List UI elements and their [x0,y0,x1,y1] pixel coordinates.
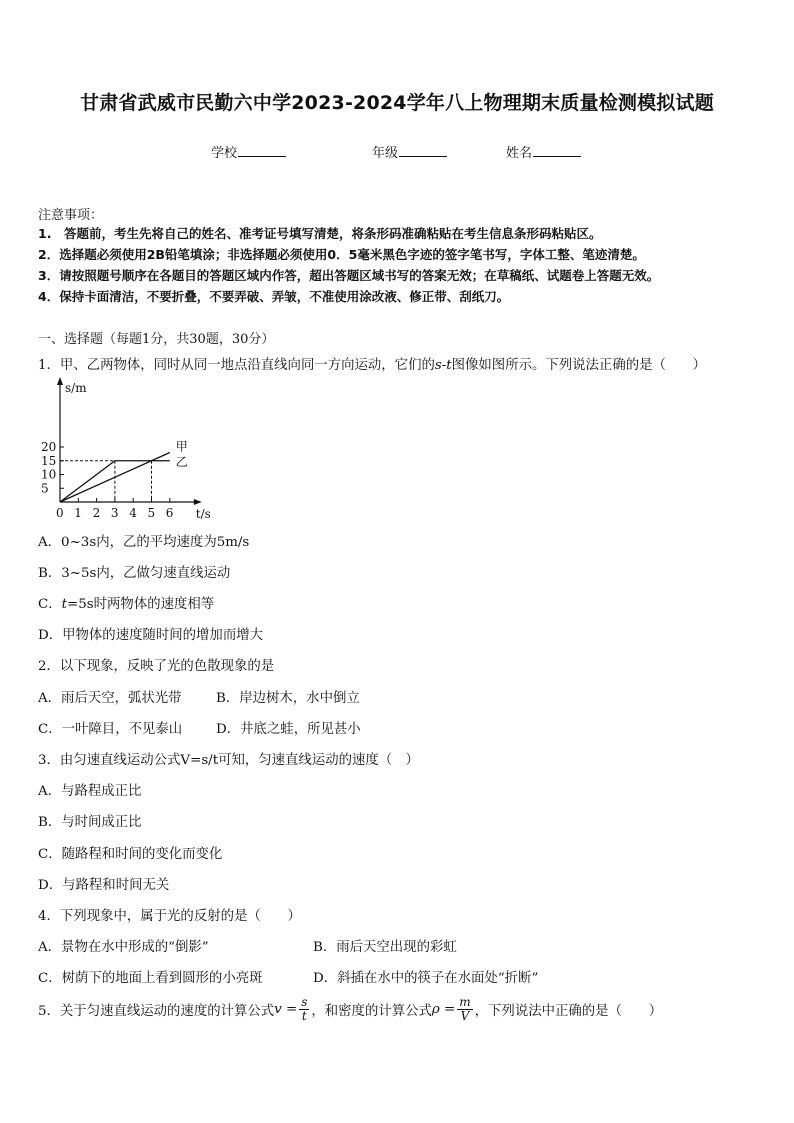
q5-v-lhs: v = [274,1002,298,1017]
question-3-stem: 3．由匀速直线运动公式V=s/t可知，匀速直线运动的速度（ ） [38,753,419,768]
x-tick-label: 6 [165,506,174,520]
notice-heading: 注意事项： [38,208,104,223]
name-label: 姓名 [506,146,533,161]
y-axis-label: s/m [65,381,87,395]
y-tick-label: 15 [41,453,57,468]
q1-option-c-var: t [61,597,68,612]
notice-item: 4．保持卡面清洁，不要折叠，不要弄破、弄皱，不准使用涂改液、修正带、刮纸刀。 [38,289,510,304]
notice-item: 3．请按照题号顺序在各题目的答题区域内作答，超出答题区域书写的答案无效；在草稿纸、试题卷上答题无效。 [38,268,660,283]
notice-item: 2．选择题必须使用2B铅笔填涂；非选择题必须使用0．5毫米黑色字迹的签字笔书写，字体工整、笔迹清楚。 [38,247,645,262]
q3-option-c[interactable]: C．随路程和时间的变化而变化 [38,847,223,862]
q1-stem-a: 1．甲、乙两物体，同时从同一地点沿直线向同一方向运动，它们的 [38,358,435,373]
x-axis-arrow [194,499,202,505]
x-tick-label: 2 [92,506,101,520]
school-field[interactable] [211,142,286,161]
q4-option-b[interactable]: B．雨后天空出现的彩虹 [313,940,457,955]
q1-option-c[interactable] [38,593,214,612]
q2-option-b[interactable]: B．岸边树木，水中倒立 [216,691,360,706]
y-tick-label: 20 [41,440,57,454]
name-blank[interactable] [533,144,581,157]
x-axis-label: t/s [195,507,211,521]
q4-option-a[interactable]: A．景物在水中形成的“倒影” [38,940,209,955]
q5-rho-den: V [460,1009,470,1023]
q2-option-a[interactable]: A．雨后天空，弧状光带 [38,691,182,706]
q5-rho-lhs: ρ = [431,1002,456,1017]
q5-stem-a: 5．关于匀速直线运动的速度的计算公式 [38,1004,275,1019]
question-4-stem: 4．下列现象中，属于光的反射的是（ ） [38,909,301,924]
school-label: 学校 [211,146,238,161]
q5-stem-c: ，下列说法中正确的是（ ） [474,1004,663,1019]
x-tick-label: 1 [74,506,82,520]
q3-option-a[interactable]: A．与路程成正比 [38,784,142,799]
q4-option-c[interactable]: C．树荫下的地面上看到圆形的小亮斑 [38,971,263,986]
question-5-stem [38,996,662,1023]
question-2-stem: 2．以下现象，反映了光的色散现象的是 [38,659,275,674]
y-axis-arrow [57,377,63,385]
q5-v-fraction [299,996,309,1023]
series-label-yi: 乙 [175,454,188,469]
question-1-stem [38,354,706,373]
q5-rho-fraction [457,996,472,1023]
q5-rho-num: m [459,995,471,1009]
school-blank[interactable] [238,144,286,157]
name-field[interactable] [506,142,581,161]
q4-option-d[interactable]: D．斜插在水中的筷子在水面处“折断” [313,971,539,986]
y-tick-label: 5 [41,481,49,496]
page-title: 甘肃省武威市民勤六中学2023-2024学年八上物理期末质量检测模拟试题 [80,92,714,114]
grade-label: 年级 [372,146,399,161]
q5-v-den: t [301,1009,307,1023]
section-title: 一、选择题（每题1分，共30题，30分） [38,332,275,347]
x-tick-label: 0 [56,506,64,520]
q5-v-num: s [301,995,308,1009]
q1-stem-var: s-t [434,358,452,373]
q1-option-d[interactable]: D．甲物体的速度随时间的增加而增大 [38,628,263,643]
x-tick-label: 5 [147,506,156,520]
series-line-jia [60,453,170,503]
grade-field[interactable] [372,142,447,161]
q3-option-d[interactable]: D．与路程和时间无关 [38,878,170,893]
q1-option-b[interactable]: B．3~5s内，乙做匀速直线运动 [38,566,231,581]
q1-option-c-rest: =5s时两物体的速度相等 [67,597,215,612]
q1-stem-b: 图像如图所示。下列说法正确的是（ ） [451,358,707,373]
q1-option-c-prefix: C． [38,597,62,612]
x-tick-label: 3 [110,506,119,520]
notice-item: 1. 答题前，考生先将自己的姓名、准考证号填写清楚，将条形码准确粘贴在考生信息条形码粘贴区。 [38,226,602,241]
x-tick-label: 4 [129,506,137,520]
st-graph [38,376,228,524]
series-label-jia: 甲 [175,439,188,454]
q3-option-b[interactable]: B．与时间成正比 [38,815,142,830]
q1-option-a[interactable]: A．0~3s内，乙的平均速度为5m/s [38,535,250,550]
q5-stem-b: ，和密度的计算公式 [311,1004,432,1019]
y-tick-label: 10 [41,467,57,482]
q2-option-c[interactable]: C．一叶障目，不见泰山 [38,722,183,737]
q2-option-d[interactable]: D．井底之蛙，所见甚小 [216,722,361,737]
grade-blank[interactable] [399,144,447,157]
